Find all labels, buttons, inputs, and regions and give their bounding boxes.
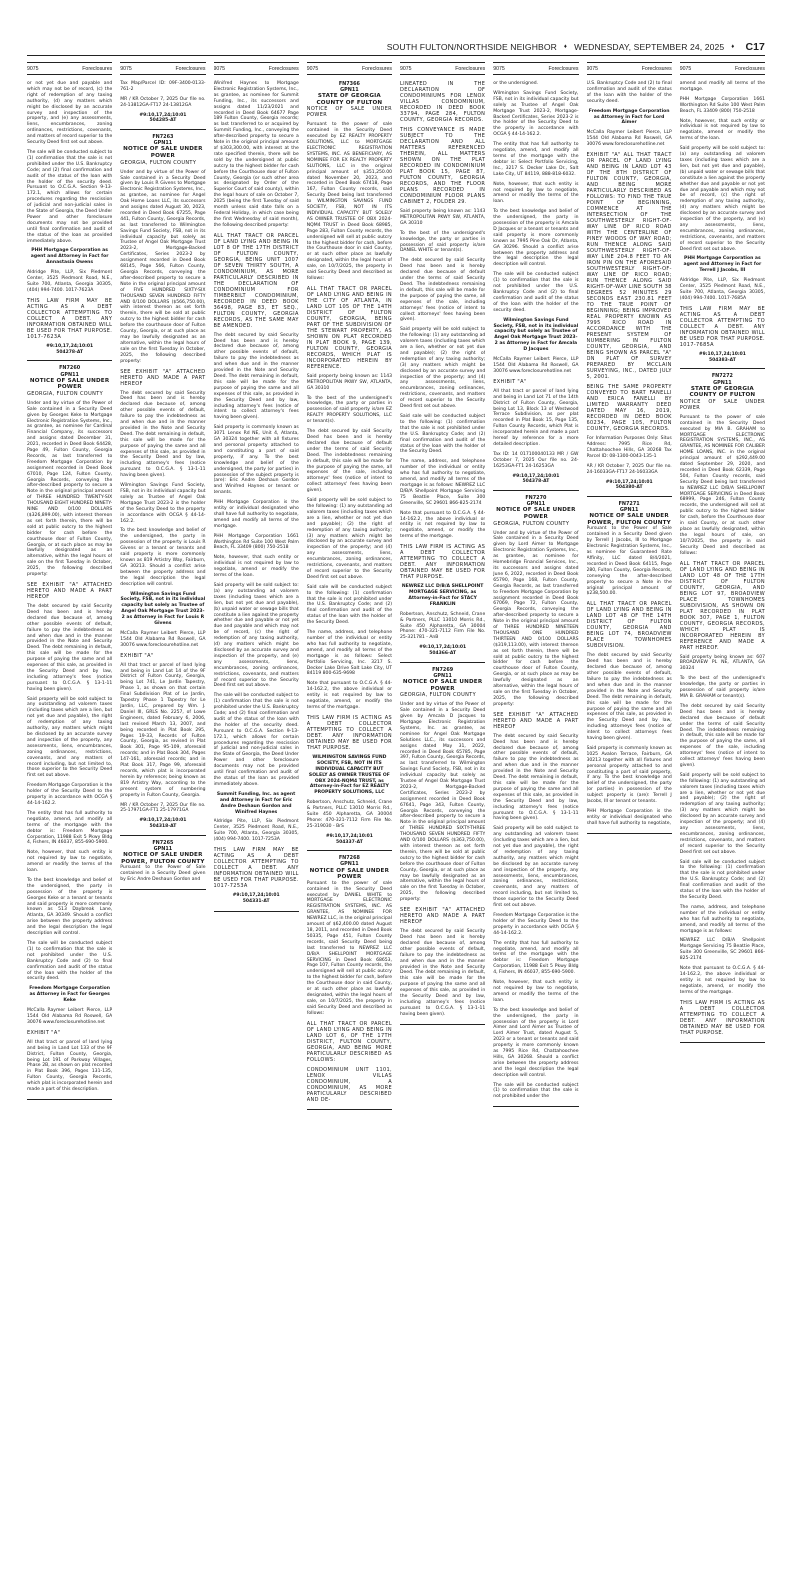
notice-paragraph: The debt secured by said Security Deed has been and is hereby declared due because of, among other possible events of default, failure to pay the indebtedness as and when due and in the manner provided in the Note and Security Deed. The debt remaining in default, this sale will be made for the purpose of paying the same and all expenses of this sale, as provided in the Security Deed and by law, including attorney's fees (notice of intent to collect attorney's fees having been given). — [213, 332, 299, 421]
notice-divider — [400, 662, 485, 663]
notice-paragraph: Note, however, that such entity or individual is not required by law to negotiate, amend or modify the terms of the loan. — [213, 555, 299, 579]
publication-run-code: 504285-AT — [149, 118, 177, 124]
notice-paragraph: Under and by virtue of the Power of Sale contained in a Security Deed given by Lord Aimer to Mortgage Electronic Registration Systems, Inc., as grantee, as nominee for Homebridge Financial Services, Inc., its successors and assigns dated June 6, 2022, recorded in Deed Book 65790, Page 168, Fulton County, Georgia Records, as last transferred to Freedom Mortgage Corporation by assignment recorded in Deed Book 67069, Page 72, Fulton County, Georgia Records, conveying the after-described property to secure a Note in the original principal amount of THREE HUNDRED NINETEEN THOUSAND ONE HUNDRED THIRTEEN AND 0/100 DOLLARS ($319,113.00), with interest thereon as set forth therein, there will be sold at public outcry to the highest bidder for cash before the courthouse door of Fulton County, Georgia, or at such place as may be lawfully designated as an alternative, within the legal hours of sale on the first Tuesday in October, 2025, the following described property: — [493, 530, 579, 707]
notice-paragraph: Said property will be sold subject to any outstanding ad valorem taxes (including taxes which are a lien, but not yet due and payable), the right of redemption of any taxing authority, any matters which might be disclosed by an accurate survey and inspection of the property, any assessments, liens, encumbrances, zoning ordinances, restrictions, covenants, and any matters of record including, but not limited to, those superior to the Security Deed first set out above. — [493, 826, 579, 909]
notice-divider — [120, 835, 205, 836]
column-category-header — [214, 62, 299, 75]
notice-file-number: GPN11 — [340, 87, 359, 94]
notice-caps-paragraph: EXHIBIT "A" — [493, 378, 527, 385]
publication-date: WEDNESDAY, SEPTEMBER 24, 2025 — [574, 41, 725, 52]
category-code: 9075 — [213, 65, 226, 72]
notice-caps-paragraph: ALL THAT TRACT OR PARCEL OF LAND LYING AND BEING IN LOT 8 OF THE 17TH DISTRICT OF FULTON COUNTY, GEORGIA, BEING UNIT 1007 OF SEVEN THIRTY SOUTH, A CONDOMINIUM, AS MORE PARTICULARLY DESCRIBED IN THE DECLARATION OF CONDOMINIUM FOR TIMBERBILT CONDOMINIUM, RECORDED IN DEED BOOK 36498, PAGE 83, ET SEQ., FULTON COUNTY, GEORGIA RECORDS, AS THE SAME MAY BE AMENDED. — [213, 232, 299, 329]
column-category-header — [587, 62, 672, 75]
notice-paragraph: AR / KR October 7, 2025 Our file no. 24-16033GA-FT17 24-16033GA — [586, 463, 672, 475]
category-label: Foreclosures — [548, 65, 579, 72]
notice-paragraph: Wilmington Savings Fund Society, FSB, not in its individual capacity but solely as Trustee of Angel Oak Mortgage Trust 2023-2 is the holder of the Security Deed to the property in accordance with OCGA § 44-14-162.2. — [120, 483, 206, 524]
attorney-in-fact-signature: Wilmington Savings Fund Society, FSB, not in its individual capacity but solely as Trustee of Angel Oak Mortgage Trust 2023-2 as Attorney in Fact for Amcala D Jacques — [493, 317, 579, 353]
notice-paragraph: McCalla Raymer Leibert Pierce, LLP 1544 Old Alabama Rd Roswell, GA 30076 www.foreclosurehotline.net — [120, 630, 206, 648]
notice-paragraph: Pursuant to the power of sale contained in the Security Deed executed by DANIEL WHITE to MORTGAGE ELECTRONIC REGISTRATION SYSTEMS, INC. AS GRANTEE, AS NOMINEE FOR NEWREZ LLC, in the original principal amount of $62,400.00 dated August 18, 2011, and recorded in Deed Book 50335, Page 451, Fulton County records, said Security Deed being last transferred to NEWREZ LLC D/B/A SHELLPOINT MORTGAGE SERVICING in Deed Book 68653, Page 107, Fulton County records, the undersigned will sell at public outcry to the highest bidder for cash, before the Courthouse door in said County, or at such other place as lawfully designated, within the legal hours of sale, on 10/7/2025, the property in said Security Deed and described as follows: — [306, 880, 392, 1016]
notice-paragraph: Said property will be sold subject to: (a) any outstanding ad valorem taxes (including taxes which are a lien, but not yet due and payable), (b) unpaid water or sewage bills that constitute a lien against the property whether due and payable or not yet due and payable and which may not be of record, (c) the right of redemption of any taxing authority, (d) any matters which might be disclosed by an accurate survey and inspection of the property, and (e) any assessments, liens, encumbrances, zoning ordinances, restrictions, covenants, and matters of record superior to the Security Deed first set out above. — [679, 146, 765, 252]
notice-paragraph: Said property is commonly known as 1025 Avalon Terrace, Fairburn, GA 30213 together with all fixtures and personal property attached to and constituting a part of said property, if any. To the best knowledge and belief of the undersigned, the party (or parties) in possession of the subject property is (are): Terrell J Jacobs, III or tenant or tenants. — [586, 745, 672, 805]
notice-paragraph: Note, however, that such entity is not required by law to negotiate, amend or modify the terms of the loan. — [27, 850, 113, 874]
category-code: 9075 — [27, 65, 39, 72]
notice-caps-paragraph: NOTICE OF SALE UNDER POWER — [679, 398, 765, 411]
notice-paragraph: or the undersigned. — [493, 81, 539, 86]
notice-paragraph: The debt secured by said Security Deed has been and is hereby declared due because of default under the terms of said Security Deed. The indebtedness remaining in default, this sale will be made for the purpose of paying the same, all expenses of the sale, including attorneys' fees (notice of intent to collect attorneys' fees having been given). — [679, 703, 765, 768]
notice-paragraph: The debt secured by said Security Deed has been and is hereby declared due because of, among other possible events of default, failure to pay the indebtedness as and when due and in the manner provided in the Note and Security Deed. The debt remaining in default, this sale will be made for the purpose of paying the same and all expenses of this sale, as provided in the Security Deed and by law, including attorney's fees (notice pursuant to O.C.G.A. § 13-1-11 having been given). — [27, 603, 113, 692]
notice-file-number: FN7272 — [711, 373, 733, 380]
notice-paragraph: Said property is commonly known as 3071 Lenox Rd NE, Unit 4, Atlanta, GA 30324 together with all fixtures and personal property attached to and constituting a part of said property, if any. To the best knowledge and belief of the undersigned, the party (or parties) in possession of the subject property is (are): Eric Andre Deshaun Gordon and Winifred Haynes or tenant or tenants. — [213, 425, 299, 496]
notice-file-number: GPN11 — [526, 501, 546, 508]
notice-paragraph: McCalla Raymer Leibert Pierce, LLP 1544 Old Alabama Rd Roswell, GA 30076 www.foreclosurehotline.net — [586, 130, 672, 148]
notice-paragraph: The entity that has full authority to negotiate, amend, and modify all terms of the mortgage with the debtor is: Select Portfolio Servicing, Inc., 3217 S. Decker Lake Dr., Salt Lake City, UT 84119, 888-818-6032. — [493, 142, 579, 177]
notice-divider — [680, 368, 765, 369]
notice-file-number: FN7271 — [618, 501, 640, 508]
attorney-in-fact-signature: Freedom Mortgage Corporation as Attorney in Fact for Georges Keke — [29, 986, 110, 1004]
page-masthead — [27, 38, 765, 56]
column-end-divider — [493, 1106, 578, 1107]
notice-caps-paragraph: EXHIBIT "A" — [120, 652, 154, 659]
notice-title: STATE OF GEORGIA COUNTY OF FULTON — [316, 93, 383, 106]
notice-caps-paragraph: SEE EXHIBIT "A" ATTACHED HERETO AND MADE A PART HEREOF — [400, 907, 486, 926]
notice-paragraph: Said sale will be conducted subject to the following: (1) confirmation that the sale is not prohibited under the U.S. Bankruptcy Code; and (2) final confirmation and audit of the status of the loan with the holder of the Security Deed. — [679, 859, 765, 900]
notice-paragraph: PHH Mortgage Corporation is the entity or individual designated who shall have full authority to negotiate, amend and modify all terms of the mortgage. — [213, 500, 299, 529]
column-2 — [120, 62, 205, 1550]
notice-paragraph: PHH Mortgage Corporation is the entity or individual designated who shall have full authority to negotiate, — [586, 809, 672, 826]
attorney-in-fact-signature: Summit Funding, Inc. as agent and Attorney in Fact for Eric Andre Deshaun Gordon and Winifred Haynes — [216, 791, 296, 815]
column-body — [120, 81, 205, 890]
notice-file-number: GPN11 — [619, 507, 639, 514]
column-body — [493, 81, 578, 1107]
notice-paragraph: The sale will be conducted subject (1) to confirmation that the sale is not prohibited under the — [493, 1082, 579, 1100]
notice-caps-paragraph: THIS LAW FIRM MAY BE ACTING AS A DEBT COLLECTOR ATTEMPTING TO COLLECT A DEBT. ANY INFORMATION OBTAINED WILL BE USED FOR THAT PURPOSE. 1017-7623A — [27, 297, 113, 340]
notice-file-number: GPN11 — [60, 371, 79, 378]
notice-paragraph: PHH Mortgage Corporation 1661 Worthington Rd Suite 100 West Palm Beach, FL 33409 (800) 750-2518 — [679, 96, 765, 114]
notice-caps-paragraph: EXHIBIT "A" ALL THAT TRACT OR PARCEL OF LAND LYING AND BEING IN LAND LOT 43 OF THE 8TH DISTRICT OF FULTON COUNTY, GEORGIA, AND BEING MORE PARTICULARLY DESCRIBED AS FOLLOWS: TO FIND THE TRUE POINT OF BEGINNING, COMMENCE AT THE INTERSECTION OF THE SOUTHWESTERLY RIGHT-OF-WAY LINE OF RICO ROAD WITH THE CENTERLINE OF PINEY WOODS OF WAY ROAD; RUN THENCE ALONG SAID SOUTHWESTERLY RIGHT-OF-WAY LINE 204.8 FEET TO AN IRON PIN ON THE AFORESAID SOUTHWESTERLY RIGHT-OF-WAY LINE OF RICO ROAD; RUN THENCE ALONG SAID RIGHT-OF-WAY LINE SOUTH 38 DEGREES 52 MINUTES 29 SECONDS EAST 230.81 FEET TO THE TRUE POINT OF BEGINNING; BEING IMPROVED REAL PROPERTY KNOWN AS 7995 RICO ROAD IN ACCORDANCE WITH THE PRESENT SYSTEM OF NUMBERING IN FULTON COUNTY, GEORGIA, AND BEING SHOWN AS PARCEL "A" ON PLAT OF SURVEY PREPARED BY MCCLAIN SURVEYING, INC., DATED JULY 5, 2001. — [586, 152, 672, 381]
publication-run-code: 504337-AT — [335, 839, 363, 845]
column-body — [587, 81, 672, 834]
notice-paragraph: Wilmington Savings Fund Society, FSB, not in its individual capacity but solely as Trustee of Angel Oak Mortgage Trust 2023-2, Mortgage-Backed Certificates, Series 2023-2 is the holder of the Security Deed to the property in accordance with OCGA § 44-14-162.2. — [493, 90, 579, 138]
notice-paragraph: The debt secured by said Security Deed has been and is hereby declared due because of, among other possible events of default, failure to pay the indebtedness as and when due and in the manner provided in the Note and Security Deed. The debt remaining in default, this sale will be made for the purpose of paying the same and all expenses of this sale, as provided in the Security Deed and by law, including attorneys fees (notice of intent to collect attorneys fees having been given). — [586, 653, 672, 742]
notice-caps-paragraph: THIS LAW FIRM IS ACTING AS A DEBT COLLECTOR ATTEMPTING TO COLLECT A DEBT. ANY INFORMATION OBTAINED MAY BE USED FOR THAT PURPOSE. — [400, 544, 486, 581]
notice-title: NOTICE OF SALE UNDER POWER — [496, 507, 576, 520]
notice-paragraph: Note, however, that such entity is not required by law to negotiate, amend or modify the terms of the loan. — [493, 181, 579, 205]
notice-title: NOTICE OF SALE UNDER POWER, FULTON COUNTY — [121, 852, 205, 865]
notice-paragraph: Winifred Haynes to Mortgage Electronic Registration Systems, Inc., as grantee, as nominee for Summit Funding, Inc., its successors and assigns dated 11/23/2021 and recorded in Deed Book 64677 Page 189 Fulton County, Georgia records; as last transferred to or acquired by Summit Funding, Inc., conveying the after-described property to secure a Note in the original principal amount of $303,300.00, with interest at the rate specified therein, there will be sold by the undersigned at public outcry to the highest bidder for cash before the Courthouse door of Fulton County, Georgia (or such other area as designated by Order of the Superior Court of said county), within the legal hours of sale on October 7, 2025 (being the first Tuesday of said month unless said date falls on a Federal Holiday, in which case being the first Wednesday of said month), the following described property: — [213, 81, 299, 228]
publication-run-code: 504318-AT — [149, 824, 177, 830]
category-label: Foreclosures — [82, 65, 113, 72]
category-code: 9075 — [306, 65, 319, 72]
notice-paragraph: Robertson, Anschutz, Schneid, Crane & Partners, PLLC 13010 Morris Rd., Suite 450 Alpharetta, GA 30004 Phone: 470-321-7112 Firm File No. 25-319030 - BrS — [306, 800, 392, 829]
notice-caps-paragraph: SEE EXHIBIT "A" ATTACHED HERETO AND MADE A PART HEREOF — [120, 368, 206, 387]
notice-caps-paragraph: ALL THAT TRACT OR PARCEL OF LAND LYING AND BEING IN LAND LOT 48 OF THE 14TH DISTRICT OF FULTON COUNTY, GEORGIA AND BEING LOT 74, BROADVIEW PLACE TOWNHOMES SUBDIVISION. — [586, 601, 672, 650]
notice-divider — [120, 129, 205, 130]
publication-run-code: 504378-AT — [522, 479, 550, 485]
publication-run-code: 504380-AT — [615, 485, 643, 491]
notice-paragraph: Said property being known as: 1143 METROPOLITAN PKWY SW, ATLANTA, GA 30310 — [306, 373, 392, 391]
notice-paragraph: or not yet due and payable and which may not be of record, (c) the right of redemption of any taxing authority, (d) any matters which might be disclosed by an accurate survey and inspection of the property, and (e) any assessments, liens, encumbrances, zoning ordinances, restrictions, covenants, and matters of record superior to the Security Deed first set out above. — [27, 81, 113, 146]
notice-caps-paragraph: THIS LAW FIRM MAY BE ACTING AS A DEBT COLLECTOR ATTEMPTING TO COLLECT A DEBT. ANY INFORMATION OBTAINED WILL BE USED FOR THAT PURPOSE. 1017-7685A — [679, 305, 765, 348]
column-8 — [680, 62, 765, 1550]
notice-paragraph: Aldridge Pite, LLP, Six Piedmont Center, 3525 Piedmont Road, N.E., Suite 700, Atlanta, Georgia 30305, (404) 994-7400. 1017-7253A — [213, 819, 299, 843]
publication-run-code: #9:10,17,24;10:01 — [605, 479, 653, 485]
notice-paragraph: Tax Map/Parcel ID: 09F-3400-0133-761-2 — [120, 81, 206, 92]
notice-paragraph: Under and by virtue of the Power of Sale contained in a Security Deed given by Amcala D Jacques to Mortgage Electronic Registration Systems, Inc. as grantee, as nominee for Angel Oak Mortgage Solutions LLC., its successors and assigns dated May 31, 2022, recorded in Deed Book 65785, Page 397, Fulton County, Georgia Records, as last transferred to Wilmington Savings Fund Society, FSB, not in its individual capacity but solely as Trustee of Angel Oak Mortgage Trust 2023-2, Mortgage-Backed Certificates, Series 2023-2 by assignment recorded in Deed Book 67641, Page 343, Fulton County, Georgia Records, conveying the after-described property to secure a Note in the original principal amount of THREE HUNDRED SIXTY-THREE THOUSAND SEVEN HUNDRED FIFTY AND 0/100 DOLLARS ($363,750.00), with interest thereon as set forth therein, there will be sold at public outcry to the highest bidder for cash before the courthouse door of Fulton County, Georgia, or at such place as may be lawfully designated as an alternative, within the legal hours of sale on the first Tuesday in October, 2025, the following described property: — [400, 702, 486, 903]
category-label: Foreclosures — [362, 65, 392, 72]
column-3 — [214, 62, 299, 1550]
column-body — [400, 81, 485, 1025]
notice-caps-paragraph: THIS LAW FIRM MAY BE ACTING AS A DEBT COLLECTOR ATTEMPTING TO COLLECT A DEBT. ANY INFORMATION OBTAINED WILL BE USED FOR THAT PURPOSE. 1017-7253A — [213, 847, 299, 890]
notice-paragraph: The debt secured by said Security Deed has been and is hereby declared due because of, among other possible events of default, failure to pay the indebtedness as and when due and in the manner provided in the Note and Security Deed. The debt remaining in default, this sale will be made for the purpose of paying the same and all expenses of this sale, as provided in the Security Deed and by law, including attorney's fees (notice pursuant to O.C.G.A. § 13-1-11 having been given). — [493, 733, 579, 822]
notice-caps-paragraph: GEORGIA, FULTON COUNTY — [493, 520, 570, 527]
notice-paragraph: The name, address, and telephone number of the individual or entity who has full authority to negotiate, amend, and modify all terms of the mortgage is as follows: NEWREZ LLC D/B/A Shellpoint Mortgage Servicing 75 Beattie Place, Suite 300 Greenville, SC 29601 866-825-2174 — [400, 459, 486, 506]
notice-file-number: FN7366 — [338, 81, 360, 87]
notice-file-number: FN7270 — [525, 495, 547, 502]
notice-paragraph: The debt secured by said Security Deed has been and is hereby declared due because of, among other possible events of default, failure to pay the indebtedness as and when due and in the manner provided in the Note and Security Deed. The debt remaining in default, this sale will be made for the purpose of paying the same and all expenses of this sale, as provided in the Security Deed and by law, including attorney's fees (notice pursuant to O.C.G.A. § 13-1-11 having been given). — [120, 390, 206, 479]
publication-run-code: #9:10,17,24;10:01 — [419, 645, 467, 651]
category-label: Foreclosures — [641, 65, 672, 72]
notice-paragraph: Said property will be sold subject to the following: (1) any outstanding ad valorem taxes (including taxes which are a lien, whether or not yet due and payable); (2) the right of redemption of any taxing authority; (3) any matters which might be disclosed by an accurate survey and inspection of the property; and (4) any assessments, liens, encumbrances, zoning ordinances, restrictions, covenants, and matters of record superior to the Security Deed first set out above. — [679, 772, 765, 855]
notice-file-number: GPN11 — [153, 140, 173, 147]
column-category-header — [120, 62, 205, 75]
notice-file-number: GPN11 — [153, 846, 173, 852]
column-end-divider — [587, 833, 672, 834]
notice-paragraph: NEWREZ LLC D/B/A Shellpoint Mortgage Servicing 75 Beattie Place, Suite 300 Greenville, SC 29601 866-825-2174 — [679, 938, 765, 962]
notice-title: STATE OF GEORGIA COUNTY OF FULTON — [689, 385, 756, 399]
column-category-header — [493, 62, 578, 75]
notice-paragraph: Said property will be sold subject to the following: (1) any outstanding ad valorem taxes (including taxes which are a lien, whether or not yet due and payable); (2) the right of redemption of any taxing authority; (3) any matters which might be disclosed by an accurate survey and inspection of the property; and (4) any assessments, liens, encumbrances, zoning ordinances, restrictions, covenants, and matters of record superior to the Security Deed first set out above. — [306, 498, 392, 580]
notice-paragraph: Note that pursuant to O.C.G.A. § 44-14-162.2, the above individual or entity is not required by law to negotiate, amend, or modify the terms of the mortgage. — [679, 966, 765, 995]
notice-file-number: FN7260 — [59, 365, 81, 372]
notice-caps-paragraph: THIS LAW FIRM IS ACTING AS A DEBT COLLECTOR ATTEMPTING TO COLLECT A DEBT. ANY INFORMATION OBTAINED MAY BE USED FOR THAT PURPOSE. — [679, 999, 765, 1036]
notice-paragraph: MR / KR October 7, 2025 Our file no. 25-17971GA-FT1 25-17971GA — [120, 802, 206, 814]
column-5 — [400, 62, 485, 1550]
notice-paragraph: Freedom Mortgage Corporation is the holder of the Security Deed to the property in accordance with OCGA § 44-14-162.2. — [27, 783, 113, 806]
publication-run-code: #9:10,17,24;10:01 — [698, 351, 746, 357]
notice-paragraph: Said property being known as: 607 BROADVIEW PL NE, ATLANTA, GA 30324 — [679, 654, 765, 672]
column-body — [214, 81, 299, 912]
notice-paragraph: The debt secured by said Security Deed has been and is hereby declared due because of default under the terms of said Security Deed. The indebtedness remaining in default, this sale will be made for the purpose of paying the same, all expenses of the sale, including attorneys' fees (notice of intent to collect attorneys' fees having been given). — [306, 429, 392, 494]
notice-caps-paragraph: LINEATED IN THE DECLARATION OF CONDOMINIUMS FOR LENOX VILLAS CONDOMINIUM, RECORDED IN DEED BOOK 33794, PAGE 284, FULTON COUNTY, GEORGIA RECORDS. — [400, 81, 486, 123]
notice-file-number: GPN11 — [713, 379, 732, 386]
column-1 — [27, 62, 112, 1550]
publication-name: SOUTH FULTON/NORTHSIDE NEIGHBOR — [386, 41, 557, 52]
notice-paragraph: The entity that has full authority to negotiate, amend, and modify all terms of the mortgage with the debtor is: Freedom Mortgage Corporation, 11988 Exit 5 Pkwy Bldg 4, Fishers, IN 46037, 855-690-5900. — [27, 810, 113, 846]
column-category-header — [307, 62, 392, 75]
column-6 — [493, 62, 578, 1550]
category-code: 9075 — [400, 65, 412, 72]
notice-paragraph: Said sale will be conducted subject to the following: (1) confirmation that the sale is not prohibited under the U.S. Bankruptcy Code; and (2) final confirmation and audit of the status of the loan with the holder of the Security Deed. — [306, 584, 392, 626]
attorney-in-fact-signature: WILMINGTON SAVINGS FUND SOCIETY, FSB, NOT IN ITS INDIVIDUAL CAPACITY BUT SOLELY AS OWNER TRUSTEE OF OBX 2024-NQM4 TRUST, as Attorney-in-Fact for EZ REALTY PROPERTY SOLUTIONS, LLC — [308, 754, 390, 796]
notice-title: NOTICE OF SALE UNDER POWER, FULTON COUNTY — [587, 513, 671, 526]
notice-paragraph: The entity that has full authority to negotiate, amend, and modify all terms of the mortgage with the debtor is: Freedom Mortgage Corporation, 11988 Exit 5 Pkwy Bldg 4, Fishers, IN 46037, 855-690-5900. — [493, 940, 579, 976]
column-end-divider — [214, 911, 299, 912]
notice-caps-paragraph: EXHIBIT "A" — [27, 1029, 61, 1036]
notice-paragraph: Pursuant to the Power of Sale contained in a Security Deed given by Terrell J Jacobs, III to Mortgage Electronic Registration Systems, Inc., as nominee for Guaranteed Rate Affinity, LLC dated 8/4/2021, recorded in Deed Book 64115, Page 280, Fulton County, Georgia Records, conveying the after-described property to secure a Note in the original principal amount of $238,500.00. — [586, 526, 672, 597]
notice-paragraph: Tax ID: 14 017100040133 MR / GW October 7, 2025 Our file no. 24-16253GA-FT1 24-16253GA — [493, 451, 579, 469]
publication-run-code: 504331-AT — [242, 898, 270, 904]
notice-paragraph: Said property will be sold subject to the following: (1) any outstanding ad valorem taxes (including taxes which are a lien, whether or not yet due and payable); (2) the right of redemption of any taxing authority; (3) any matters which might be disclosed by an accurate survey and inspection of the property; and (4) any assessments, liens, encumbrances, zoning ordinances, restrictions, covenants, and matters of record superior to the Security Deed first set out above. — [400, 327, 486, 410]
attorney-in-fact-signature: NEWREZ LLC D/B/A SHELLPOINT MORTGAGE SERVICING, as Attorney-in-Fact for STACY FRANKLIN — [401, 584, 484, 607]
page-number: C17 — [745, 40, 765, 53]
notice-paragraph: Aldridge Pite, LLP, Six Piedmont Center, 3525 Piedmont Road, N.E., Suite 700, Atlanta, Georgia 30305, (404) 994-7400. 1017-7623A — [27, 270, 113, 293]
notice-file-number: GPN11 — [340, 861, 359, 868]
notice-title: NOTICE OF SALE UNDER POWER — [123, 146, 203, 159]
notice-paragraph: The sale will be conducted subject to (1) confirmation that the sale is not prohibited under the U.S. Bankruptcy Code; and (2) final confirmation and audit of the status of the loan with the holder of the security deed. Pursuant to O.C.G.A. Section 9-13-172.1, which allows for certain procedures regarding the rescission of judicial and non-judicial sales in the State of Georgia, the Deed Under Power and other foreclosure documents may not be provided until final confirmation and audit of the status of the loan as provided immediately above. — [213, 693, 299, 787]
column-end-divider — [307, 1109, 392, 1110]
publication-run-code: #9:10,17,24;10:01 — [139, 112, 187, 118]
legal-notices-columns — [27, 62, 765, 1550]
notice-paragraph: Pursuant to the Power of Sale contained in a Security Deed given by Eric Andre Deshaun Gordon and — [120, 865, 206, 883]
notice-paragraph: Pursuant to the power of sale contained in the Security Deed executed by EZ REALTY PROPERTY SOLUTIONS, LLC to MORTGAGE ELECTRONIC REGISTRATION SYSTEMS, INC. AS BENEFICIARY, AS NOMINEE FOR EX REALTY PROPERTY SLUTIONS, LLC in the original principal amount of $351,250.00 dated November 20, 2023, and recorded in Deed Book 67418, Page 167, Fulton County records, said Security Deed being last transferred to WILMINGTON SAVINGS FUND SOCIETY, FSB, NOT IN ITS INDIVIDUAL CAPACITY BUT SOLELY AS OWNER TRUSTEE OF OBX 2024-NQM4 TRUST in Deed Book 68985, Page 283, Fulton County records, the undersigned will sell at public outcry to the highest bidder for cash, before the Courthouse door in said County, or at such other place as lawfully designated, within the legal hours of sale, on 10/7/2025, the property in said Security Deed and described as follows: — [306, 122, 392, 281]
notice-paragraph: The debt secured by said Security Deed has been and is hereby declared due because of default under the terms of said Security Deed. The indebtedness remaining in default, this sale will be made for the purpose of paying the same, all expenses of the sale, including attorneys' fees (notice of intent to collect attorneys' fees having been given). — [400, 258, 486, 323]
column-4 — [307, 62, 392, 1550]
notice-caps-paragraph: GEORGIA, FULTON COUNTY — [27, 390, 103, 397]
notice-caps-paragraph: SEE EXHIBIT "A" ATTACHED HERETO AND MADE A PART HEREOF — [493, 711, 579, 730]
notice-paragraph: Note that pursuant to O.C.G.A. § 44-14-162.2, the above individual or entity is not required by law to negotiate, amend, or modify the terms of the mortgage. — [306, 681, 392, 710]
category-code: 9075 — [586, 65, 599, 72]
notice-caps-paragraph: GEORGIA, FULTON COUNTY — [120, 159, 197, 166]
notice-caps-paragraph: ALL THAT TRACT OR PARCEL OF LAND LYING AND BEING IN THE CITY OF ATLANTA, IN LAND LOT 105 OF THE 14TH DISTRICT OF FULTON COUNTY, GEORGIA, BEING PART OF THE SUBDIVISION OF THE STEWART PROPERTY, AS SHOWN ON PLAT RECORDED IN PLAT BOOK 9, PAGE 139, FULTON COUNTY, GEORGIA RECORDS, WHICH PLAT IS INCORPORATED HEREIN BY REFERENCE. — [306, 285, 392, 370]
attorney-in-fact-signature: Wilmington Savings Fund Society, FSB, not in its individual capacity but solely as Trustee of Angel Oak Mortgage Trust 2023-2 as Attorney in Fact for Louis R Givens — [120, 591, 206, 627]
notice-caps-paragraph: THIS CONVEYANCE IS MADE SUBJECT TO THE DECLARATION AND ALL MATTERS REFERENCED THEREIN, ALL MATTERS SHOWN ON THE PLAT RECORDED IN CONDOMINIUM PLAT BOOK 15, PAGE 87, FULTON COUNTY, GEORGIA RECORDS, AND THE FLOOR PLANS RECORDED IN CONDOMINIUM FLOOR PLANS CABINET 2, FOLDER 29. — [400, 127, 486, 205]
notice-paragraph: To the best of the undersigned's knowledge, the party or parties in possession of said property is/are DANIEL WHITE or tenant(s). — [400, 230, 486, 254]
diamond-separator-icon: ♦ — [731, 43, 735, 50]
category-code: 9075 — [120, 65, 132, 72]
notice-paragraph: MR / KR October 7, 2025 Our file no. 24-13812GA-FT17 24-13812GA — [120, 96, 206, 108]
column-end-divider — [27, 1099, 112, 1100]
publication-run-code: #9:10,17,24;10:01 — [512, 473, 560, 479]
notice-file-number: FN7268 — [338, 855, 360, 862]
column-body — [680, 81, 765, 1043]
attorney-in-fact-signature: PHH Mortgage Corporation as agent and Attorney in Fact for Terrell J Jacobs, III — [683, 256, 762, 274]
notice-caps-paragraph: GEORGIA, FULTON COUNTY — [400, 692, 476, 699]
notice-paragraph: To the best knowledge and belief of the undersigned, the party in possession of the property is Amcala D Jacques or a tenant or tenants and said property is more commonly known as 7995 Pine Oak Dr, Atlanta, GA 30296. Should a conflict arise between the property address and the legal description the legal description will control. — [493, 209, 579, 268]
notice-file-number: FN7269 — [432, 666, 454, 673]
category-label: Foreclosures — [735, 65, 765, 72]
notice-paragraph: To the best knowledge and belief of the undersigned, the party in possession of the property is Louis R Givens or a tenant or tenants and said property is more commonly known as 819 Artistry Way, Fairburn, GA 30213. Should a conflict arise between the property address and the legal description the legal description will control. — [120, 528, 206, 587]
notice-caps-paragraph: SEE EXHIBIT "A" ATTACHED HERETO AND MADE A PART HEREOF — [27, 581, 113, 600]
column-end-divider — [400, 1024, 485, 1025]
notice-paragraph: U.S. Bankruptcy Code and (2) to final confirmation and audit of the status of the loan with the holder of the security deed. — [586, 81, 672, 104]
publication-run-code: 504278-AT — [56, 349, 84, 355]
notice-paragraph: Said property will be sold subject to any outstanding ad valorem taxes (including taxes which are a lien, but not yet due and payable), the right of redemption of any taxing authority, any matters which might be disclosed by an accurate survey and inspection of the property, any assessments, liens, encumbrances, zoning ordinances, restrictions, covenants, and any matters of record including, but not limited to, those superior to the Security Deed first set out above. — [27, 696, 113, 779]
notice-paragraph: The sale will be conducted subject to (1) confirmation that the sale is not prohibited under the U.S. Bankruptcy Code; and (2) final confirmation and audit of the status of the loan with the holder of the security deed. Pursuant to O.C.G.A. Section 9-13-172.1, which allows for certain procedures regarding the rescission of judicial and non-judicial sales in the State of Georgia, the Deed Under Power and other foreclosure documents may not be provided until final confirmation and audit of the status of the loan as provided immediately above. — [27, 149, 113, 244]
diamond-separator-icon: ♦ — [563, 43, 568, 50]
notice-caps-paragraph: NOTICE OF SALE UNDER POWER — [306, 106, 392, 119]
notice-file-number: FN7263 — [152, 134, 174, 141]
notice-paragraph: Note, however, that such entity or individual is not required by law to negotiate, amend or modify the terms of the loan. — [679, 118, 765, 142]
notice-paragraph: The sale will be conducted subject (1) to confirmation that the sale is not prohibited under the U.S. Bankruptcy Code and (2) to final confirmation and audit of the status of the loan with the holder of the security deed. — [27, 941, 113, 982]
column-category-header — [27, 62, 112, 75]
attorney-in-fact-signature: Freedom Mortgage Corporation as Attorney in Fact for Lord Aimer — [588, 108, 670, 126]
attorney-in-fact-signature: PHH Mortgage Corporation as agent and Attorney in Fact for Annastasia Owens — [30, 248, 109, 266]
notice-paragraph: Aldridge Pite, LLP, Six Piedmont Center, 3525 Piedmont Road, N.E., Suite 700, Atlanta, Georgia 30305, (404) 994-7400. 1017-7685A — [679, 278, 765, 301]
notice-divider — [493, 490, 578, 491]
column-7 — [587, 62, 672, 1550]
notice-paragraph: Under and by virtue of the Power of Sale contained in a Security Deed given by Louis R Givens to Mortgage Electronic Registration Systems, Inc., as grantee, as nominee for Angel Oak Home Loans LLC, its successors and assigns dated August 30, 2023, recorded in Deed Book 67255, Page 441, Fulton County, Georgia Records, as last transferred to Wilmington Savings Fund Society, FSB, not in its individual capacity but solely as Trustee of Angel Oak Mortgage Trust 2023-2, Mortgage-Backed Certificates, Series 2023-2 by assignment recorded in Deed Book 68145, Page 566, Fulton County, Georgia Records, conveying the after-described property to secure a Note in the original principal amount of FIVE HUNDRED SIXTY-SIX THOUSAND SEVEN HUNDRED FIFTY AND 0/100 DOLLARS ($566,750.00), with interest thereon as set forth therein, there will be sold at public outcry to the highest bidder for cash before the courthouse door of Fulton County, Georgia, or at such place as may be lawfully designated as an alternative, within the legal hours of sale on the first Tuesday in October, 2025, the following described property: — [120, 169, 206, 364]
notice-paragraph: To the best knowledge and belief of the undersigned, the party in possession of the property is Lord Aimer and Lord Aimer as Trustee of Lord Aimer Trust, dated August 5, 2023 or a tenant or tenants and said property is more commonly known as 7995 Rice Rd, Chattahoochee Hills, GA 30268. Should a conflict arise between the property address and the legal description the legal description will control. — [493, 1007, 579, 1078]
notice-file-number: FN7265 — [152, 839, 174, 846]
notice-paragraph: McCalla Raymer Leibert Pierce, LLP 1544 Old Alabama Rd Roswell, GA 30076 www.foreclosurehotline.net — [493, 357, 579, 374]
column-category-header — [680, 62, 765, 75]
notice-paragraph: For Information Purposes Only: Situs Address: 7995 Rice Rd, Chattahoochee Hills, GA 30268 Tax Parcel ID: 08-1300-0043-135-1 — [586, 436, 672, 459]
notice-title: NOTICE OF SALE UNDER POWER — [309, 867, 390, 881]
publication-run-code: #9:10,17,24;10:01 — [139, 818, 187, 824]
notice-paragraph: The name, address, and telephone number of the individual or entity who has full authority to negotiate, amend, and modify all terms of the mortgage is as follows: — [679, 904, 765, 934]
notice-title: NOTICE OF SALE UNDER POWER — [29, 377, 110, 391]
notice-paragraph: Said property being known as: 1143 METROPOLITAN PKWY SW, ATLANTA, GA 30310 — [400, 209, 486, 226]
publication-run-code: #9:10,17,24;10:01 — [232, 893, 280, 899]
notice-file-number: GPN11 — [433, 672, 452, 679]
publication-run-code: 504366-AT — [429, 651, 457, 657]
notice-paragraph: To the best knowledge and belief of the undersigned, the party in possession of the property is Georges Keke or a tenant or tenants and said property is more commonly known as 513 Daybreak Lane, Atlanta, GA 30349. Should a conflict arise between the property address and the legal description the legal description will control. — [27, 877, 113, 937]
notice-caps-paragraph: THIS LAW FIRM IS ACTING AS A DEBT COLLECTOR ATTEMPTING TO COLLECT A DEBT. ANY INFORMATION OBTAINED MAY BE USED FOR THAT PURPOSE. — [306, 714, 392, 751]
notice-paragraph: Pursuant to the power of sale contained in the Security Deed executed by MIA B. GRAHAM to MORTGAGE ELECTRONIC REGISTRATION SYSTEMS, INC., AS GRANTEE, AS NOMINEE FOR CALIBER HOME LOANS, INC. in the original principal amount of $292,449.00 dated September 29, 2020, and recorded in Deed Book 62339, Page 504, Fulton County records, said Security Deed being last transferred to NEWREZ LLC D/B/A SHELLPOINT MORTGAGE SERVICING in Deed Book 68999, Page 246, Fulton County records, the undersigned will sell at public outcry to the highest bidder for cash, before the Courthouse door in said County, or at such other place as lawfully designated, within the legal hours of sale, on 10/7/2025, the property in said Security Deed and described as follows: — [679, 414, 765, 556]
publication-run-code: #9:10,17,24;10:01 — [46, 343, 94, 349]
notice-paragraph: The name, address, and telephone number of the individual or entity who has full authority to negotiate, amend, and modify all terms of the mortgage is as follows: Select Portfolio Servicing, Inc. 3217 S. Decker Lake Drive Salt Lake City, UT 84119 800-635-9698 — [306, 630, 392, 677]
notice-caps-paragraph: ALL THAT TRACT OR PARCEL OF LAND LYING AND BEING IN LAND LOT 6, OF THE 17TH DISTRICT, FULTON COUNTY, GEORGIA, AND BEING MORE PARTICULARLY DESCRIBED AS FOLLOWS: — [306, 1020, 392, 1063]
column-end-divider — [680, 1042, 765, 1043]
notice-paragraph: To the best of the undersigned's knowledge, the party or parties in possession of said property is/are MIA B. GRAHAM or tenant(s). — [679, 676, 765, 699]
category-label: Foreclosures — [455, 65, 486, 72]
notice-paragraph: Note that pursuant to O.C.G.A. § 44-14-162.2, the above individual or entity is not required by law to negotiate, amend, or modify the terms of the mortgage. — [400, 510, 486, 540]
notice-caps-paragraph: BEING THE SAME PROPERTY CONVEYED TO BART FANELLI AND ERICA FANELLI BY LIMITED WARRANTY DEED DATED MAY 16, 2019, RECORDED IN DEED BOOK 60234, PAGE 105, FULTON COUNTY, GEORGIA RECORDS. — [586, 384, 672, 433]
notice-paragraph: The sale will be conducted subject (1) to confirmation that the sale is not prohibited under the U.S. Bankruptcy Code and (2) to final confirmation and audit of the status of the loan with the holder of the security deed. — [493, 272, 579, 313]
category-code: 9075 — [493, 65, 505, 72]
notice-paragraph: All that tract or parcel of land lying and being in Land Lot 14 of the 9F District of Fulton County, Georgia, being Lot 741, Le Jardin Tapestry, Phase 1, as shown on that certain Final Subdivision Plat of Le Jardin, Tapestry Phase 1 Tapestry for Le Jardin, LLC, prepared by Wm. J. Daniel III, GRLS No. 2257, of Lowe Engineers, dated February 6, 2006, last revised March 13, 2007, and being recorded in Plat Book 295, Pages 19-33, Records of Fulton County, Georgia, as revised in Plat Book 301, Page 95-109, aforesaid records; and in Plat Book 304, Pages 147-161, aforesaid records; and in Plat Book 317, Page 99, aforesaid records, which plat is incorporated herein by reference; being known as 819 Artistry Way, according to the present system of numbering property in Fulton County, Georgia. — [120, 662, 206, 798]
notice-caps-paragraph: ALL THAT TRACT OR PARCEL OF LAND LYING AND BEING IN LAND LOT 48 OF THE 17TH DISTRICT OF FULTON COUNTY, GEORGIA, AND BEING LOT 97, BROADVIEW PLACE TOWNHOMES SUBDIVISION, AS SHOWN ON PLAT RECORDED IN PLAT BOOK 307, PAGE 1, FULTON COUNTY, GEORGIA RECORDS, WHICH PLAT IS INCORPORATED HEREIN BY REFERENCE AND MADE A PART HEREOF. — [679, 560, 765, 651]
column-category-header — [400, 62, 485, 75]
notice-paragraph: Freedom Mortgage Corporation is the holder of the Security Deed to the property in accordance with OCGA § 44-14-162.2. — [493, 913, 579, 936]
category-label: Foreclosures — [175, 65, 206, 72]
notice-paragraph: Under and by virtue of the Power of Sale contained in a Security Deed given by Georges Keke to Mortgage Electronic Registration Systems, Inc., as grantee, as nominee for Cardinal Financial Company, its successors and assigns dated December 31, 2021, recorded in Deed Book 64428, Page 49, Fulton County, Georgia Records, as last transferred to Freedom Mortgage Corporation by assignment recorded in Deed Book 67010, Page 124, Fulton County, Georgia Records, conveying the after-described property to secure a Note in the original principal amount of THREE HUNDRED TWENTY-SIX THOUSAND EIGHT HUNDRED NINETY-NINE AND 0/100 DOLLARS ($326,899.00), with interest thereon as set forth therein, there will be sold at public outcry to the highest bidder for cash before the courthouse door of Fulton County, Georgia, or at such place as may be lawfully designated as an alternative, within the legal hours of sale on the first Tuesday in October, 2025, the following described property: — [27, 400, 113, 578]
notice-paragraph: All that tract or parcel of land lying and being in Land Lot 71 of the 14th District of Fulton County, Georgia, being Lot 13, Block 13 of Westwood Terrace Subdivision, as per plat recorded in Plat Book 15, Page 135, Fulton County Records, which Plat is incorporated herein and made a part hereof by reference for a more detailed description. — [493, 388, 579, 447]
publication-run-code: 504383-AT — [708, 357, 736, 363]
notice-divider — [587, 496, 672, 497]
notice-paragraph: Said property will be sold subject to: (a) any outstanding ad valorem taxes (including taxes which are a lien, but not yet due and payable), (b) unpaid water or sewage bills that constitute a lien against the property whether due and payable or not yet due and payable and which may not be of record, (c) the right of redemption of any taxing authority, (d) any matters which might be disclosed by an accurate survey and inspection of the property, and (e) any assessments, liens, encumbrances, zoning ordinances, restrictions, covenants, and matters of record superior to the Security Deed first set out above. — [213, 583, 299, 689]
category-code: 9075 — [679, 65, 692, 72]
column-end-divider — [120, 889, 205, 890]
publication-run-code: #9:10,17,24;10:01 — [325, 833, 373, 839]
notice-title: NOTICE OF SALE UNDER POWER — [402, 679, 483, 692]
notice-paragraph: To the best of the undersigned's knowledge, the party or parties in possession of said property is/are EZ REALTY PROPERTY SOLUTIONS, LLC or tenant(s). — [306, 395, 392, 425]
notice-paragraph: McCalla Raymer Leibert Pierce, LLP 1544 Old Alabama Rd Roswell, GA 30076 www.foreclosurehotline.net — [27, 1008, 113, 1025]
notice-paragraph: Said sale will be conducted subject to the following: (1) confirmation that the sale is not prohibited under the U.S. Bankruptcy Code; and (2) final confirmation and audit of the status of the loan with the holder of the Security Deed. — [400, 414, 486, 455]
notice-paragraph: Note, however, that such entity is not required by law to negotiate, amend or modify the terms of the loan. — [493, 980, 579, 1003]
notice-divider — [27, 360, 112, 361]
column-body — [27, 81, 112, 1100]
notice-divider — [307, 850, 392, 851]
notice-paragraph: amend and modify all terms of the mortgage. — [679, 81, 765, 92]
notice-paragraph: All that tract or parcel of land lying and being in Land Lot 133 of the 9F District, Fulton County, Georgia, being Lot 191 of Parkway Villages, Phase 2B, as shown on plat recorded in Plat Book 396, Pages 131-135, Fulton County, Georgia Records, which plat is incorporated herein and made a part of this description. — [27, 1039, 113, 1093]
category-label: Foreclosures — [268, 65, 299, 72]
notice-paragraph: The debt secured by said Security Deed has been and is hereby declared due because of, among other possible events of default, failure to pay the indebtedness as and when due and in the manner provided in the Note and Security Deed. The debt remaining in default, this sale will be made for the purpose of paying the same and all expenses of this sale, as provided in the Security Deed and by law, including attorney's fees (notice pursuant to O.C.G.A. § 13-1-11 having been given). — [400, 929, 486, 1017]
notice-paragraph: Robertson, Anschutz, Schneid, Crane & Partners, PLLC 13010 Morris Rd., Suite 450 Alpharetta, GA 30004 Phone: 470-321-7112 Firm File No. 25-321781 - AnB — [400, 611, 486, 641]
notice-caps-paragraph: CONDOMINIUM UNIT 1101, LENOX VILLAS CONDOMINIUM, A CONDOMINIUM, AS MORE PARTICULARLY DESCRIBED AND DE- — [306, 1066, 392, 1103]
column-body — [307, 81, 392, 1110]
notice-paragraph: PHH Mortgage Corporation 1661 Worthington Rd Suite 100 West Palm Beach, FL 33409 (800) 750-2518 — [213, 533, 299, 551]
